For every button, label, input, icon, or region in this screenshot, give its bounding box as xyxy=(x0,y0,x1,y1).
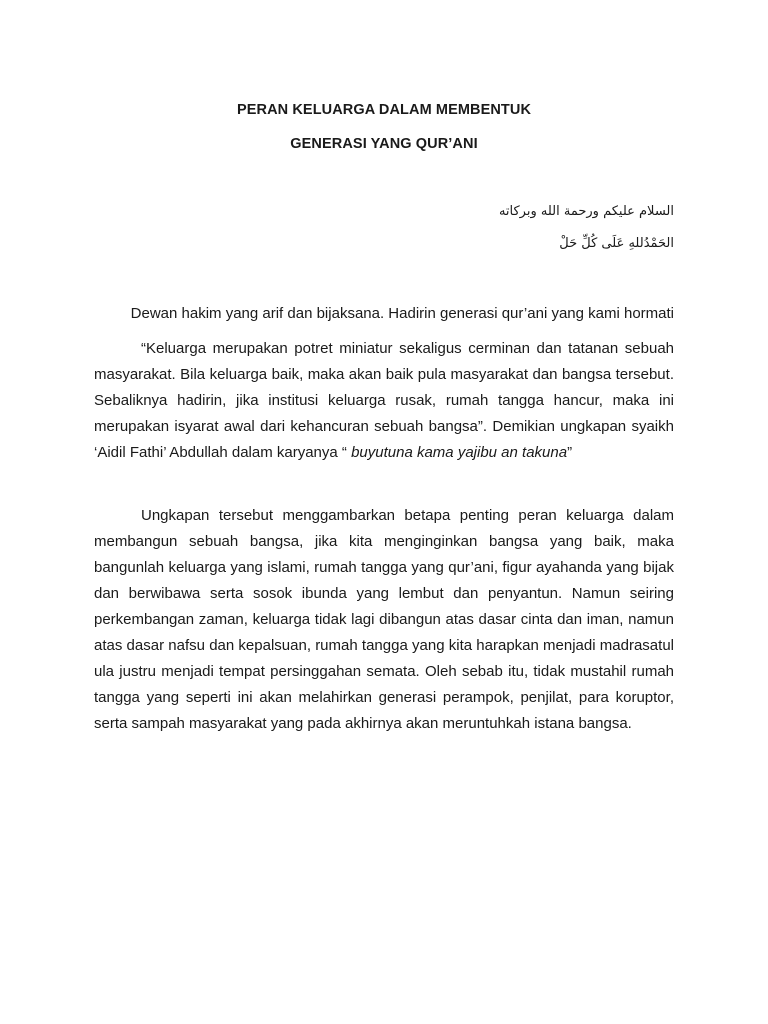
paragraph-2: Ungkapan tersebut menggambarkan betapa penting peran keluarga dalam membangun sebuah bangsa, jika kita menginginkan bangsa yang baik, maka bangunlah keluarga yang islami, rumah tangga yang qur’ani, figur ayahanda yang bijak dan berwibawa serta sosok ibunda yang lembut dan penyantun. Namun seiring perkembangan zaman, keluarga tidak lagi dibangun atas dasar cinta dan iman, namun atas dasar nafsu dan kepalsuan, rumah tangga yang kita harapkan menjadi madrasatul ula justru menjadi tempat persinggahan semata. Oleh sebab itu, tidak mustahil rumah tangga yang seperti ini akan melahirkan generasi perampok, penjilat, para koruptor, serta sampah masyarakat yang pada akhirnya akan meruntuhkah istana bangsa. xyxy=(94,507,674,732)
hamdalah-phrase: الحَمْدُللهِ عَلَى كُلِّ حَلْ xyxy=(559,236,674,251)
closing-quote: ” xyxy=(567,444,573,461)
document-title-line-2: GENERASI YANG QUR’ANI xyxy=(290,136,478,152)
paragraph-1-text: “Keluarga merupakan potret miniatur sekaligus cerminan dan tatanan sebuah masyarakat. Bila keluarga baik, maka akan baik pula masyarakat dan bangsa tersebut. Sebaliknya hadirin, jika institusi keluarga rusak, rumah tangga hancur, maka ini merupakan isyarat awal dari kehancuran sebuah bangsa”. Demikian ungkapan syaikh ‘Aidil Fathi’ Abdullah dalam karyanya “ xyxy=(94,340,674,461)
audience-greeting: Dewan hakim yang arif dan bijaksana. Hadirin generasi qur’ani yang kami hormati xyxy=(130,305,674,322)
salam-greeting: السلام عليكم ورحمة الله وبركاته xyxy=(498,204,674,219)
book-title: buyutuna kama yajibu an takuna xyxy=(351,444,568,461)
paragraph-1 xyxy=(94,336,674,466)
document-title-line-1: PERAN KELUARGA DALAM MEMBENTUK xyxy=(236,102,532,118)
